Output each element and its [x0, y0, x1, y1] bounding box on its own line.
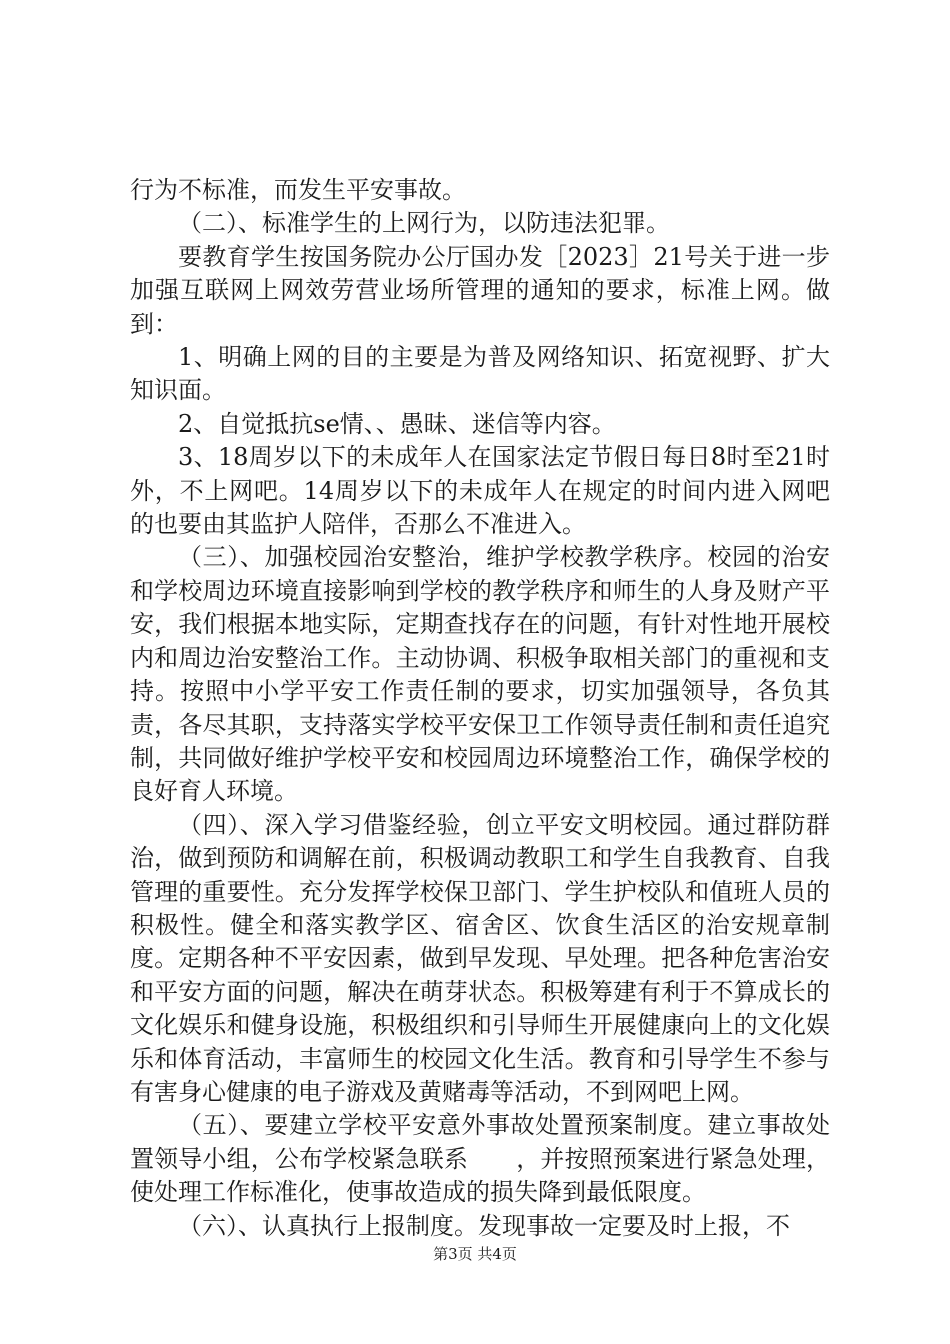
paragraph-continuation: 行为不标准，而发生平安事故。 — [130, 176, 466, 204]
section-four: （四）、深入学习借鉴经验，创立平安文明校园。通过群防群治，做到预防和调解在前，积极调动教职工和学生自我教育、自我管理的重要性。充分发挥学校保卫部门、学生护校队和值班人员的积极性。健全和落实教学区、宿舍区、饮食生活区的治安规章制度。定期各种不平安因素，做到早发现、早处理。把各种危害治安和平安方面的问题，解决在萌芽状态。积极筹建有利于不算成长的文化娱乐和健身设施，积极组织和引导师生开展健康向上的文化娱乐和体育活动，丰富师生的校园文化生活。教育和引导学生不参与有害身心健康的电子游戏及黄赌毒等活动，不到网吧上网。 — [130, 810, 830, 1106]
page-number-footer: 第3页 共4页 — [433, 1245, 517, 1263]
section-heading-two: （二）、标准学生的上网行为，以防违法犯罪。 — [178, 209, 670, 238]
list-item-1: 1、明确上网的目的主要是为普及网络知识、拓宽视野、扩大知识面。 — [130, 343, 830, 405]
list-item-2: 2、自觉抵抗se情、、愚昧、迷信等内容。 — [178, 409, 616, 438]
list-item-3: 3、18周岁以下的未成年人在国家法定节假日每日8时至21时外，不上网吧。14周岁以下的未成年人在规定的时间内进入网吧的也要由其监护人陪伴，否那么不准进入。 — [130, 443, 830, 539]
section-five: （五）、要建立学校平安意外事故处置预案制度。建立事故处置领导小组，公布学校紧急联系 ，并按照预案进行紧急处理，使处理工作标准化，使事故造成的损失降到最低限度。 — [130, 1111, 830, 1207]
document-body — [130, 174, 830, 1243]
section-three: （三）、加强校园治安整治，维护学校教学秩序。校园的治安和学校周边环境直接影响到学校的教学秩序和师生的人身及财产平安，我们根据本地实际，定期查找存在的问题，有针对性地开展校内和周边治安整治工作。主动协调、积极争取相关部门的重视和支持。按照中小学平安工作责任制的要求，切实加强领导，各负其责，各尽其职，支持落实学校平安保卫工作领导责任制和责任追究制，共同做好维护学校平安和校园周边环境整治工作，确保学校的良好育人环境。 — [130, 543, 830, 806]
section-six: （六）、认真执行上报制度。发现事故一定要及时上报，不 — [178, 1211, 790, 1240]
paragraph-internet-rules: 要教育学生按国务院办公厅国办发［2023］21号关于进一步加强互联网上网效劳营业场所管理的通知的要求，标准上网。做到： — [130, 242, 830, 338]
